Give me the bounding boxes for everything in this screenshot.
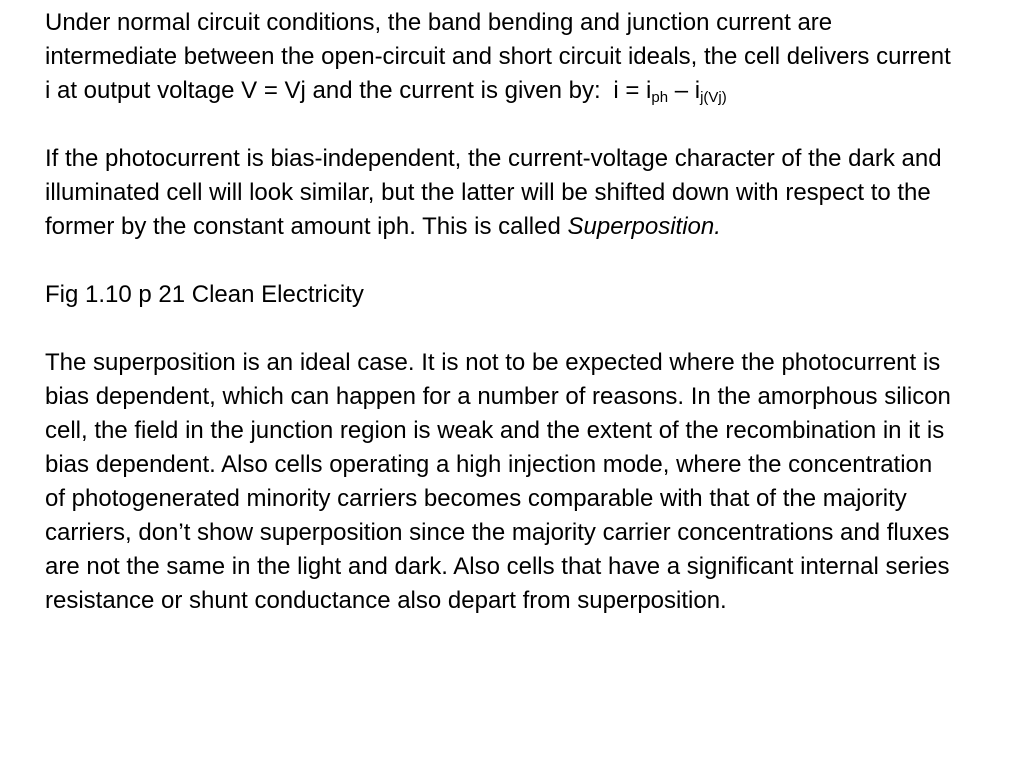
paragraph-superposition-text: If the photocurrent is bias-independent, the current-voltage character of the dark and illuminated cell will look similar, but the latter will be shifted down with respect to the former by the constant amount iph. This is called (45, 145, 942, 240)
figure-reference: Fig 1.10 p 21 Clean Electricity (45, 281, 364, 308)
superposition-term: Superposition. (567, 213, 721, 240)
formula-mid: – i (668, 77, 701, 104)
paragraph-gap (45, 244, 954, 278)
formula-lhs: i = i (613, 77, 652, 104)
paragraph-junction-current (45, 6, 954, 108)
current-formula (607, 77, 727, 104)
paragraph-gap (45, 312, 954, 346)
paragraph-superposition (45, 142, 954, 244)
paragraph-junction-current-text: Under normal circuit conditions, the band bending and junction current are intermediate between the open-circuit and short circuit ideals, the cell delivers current i at output voltage V = Vj and the current is given by: (45, 9, 951, 104)
paragraph-ideal-case: The superposition is an ideal case. It is not to be expected where the photocurrent is bias dependent, which can happen for a number of reasons. In the amorphous silicon cell, the field in the junction region is weak and the extent of the recombination in it is bias dependent. Also cells operating a high injection mode, where the concentration of photogenerated minority carriers becomes comparable with that of the majority carriers, don’t show superposition since the majority carrier concentrations and fluxes are not the same in the light and dark. Also cells that have a significant internal series resistance or shunt conductance also depart from superposition. (45, 349, 951, 614)
formula-subscript-ph: ph (651, 89, 669, 106)
formula-subscript-jvj: j(Vj) (700, 89, 727, 106)
paragraph-gap (45, 108, 954, 142)
